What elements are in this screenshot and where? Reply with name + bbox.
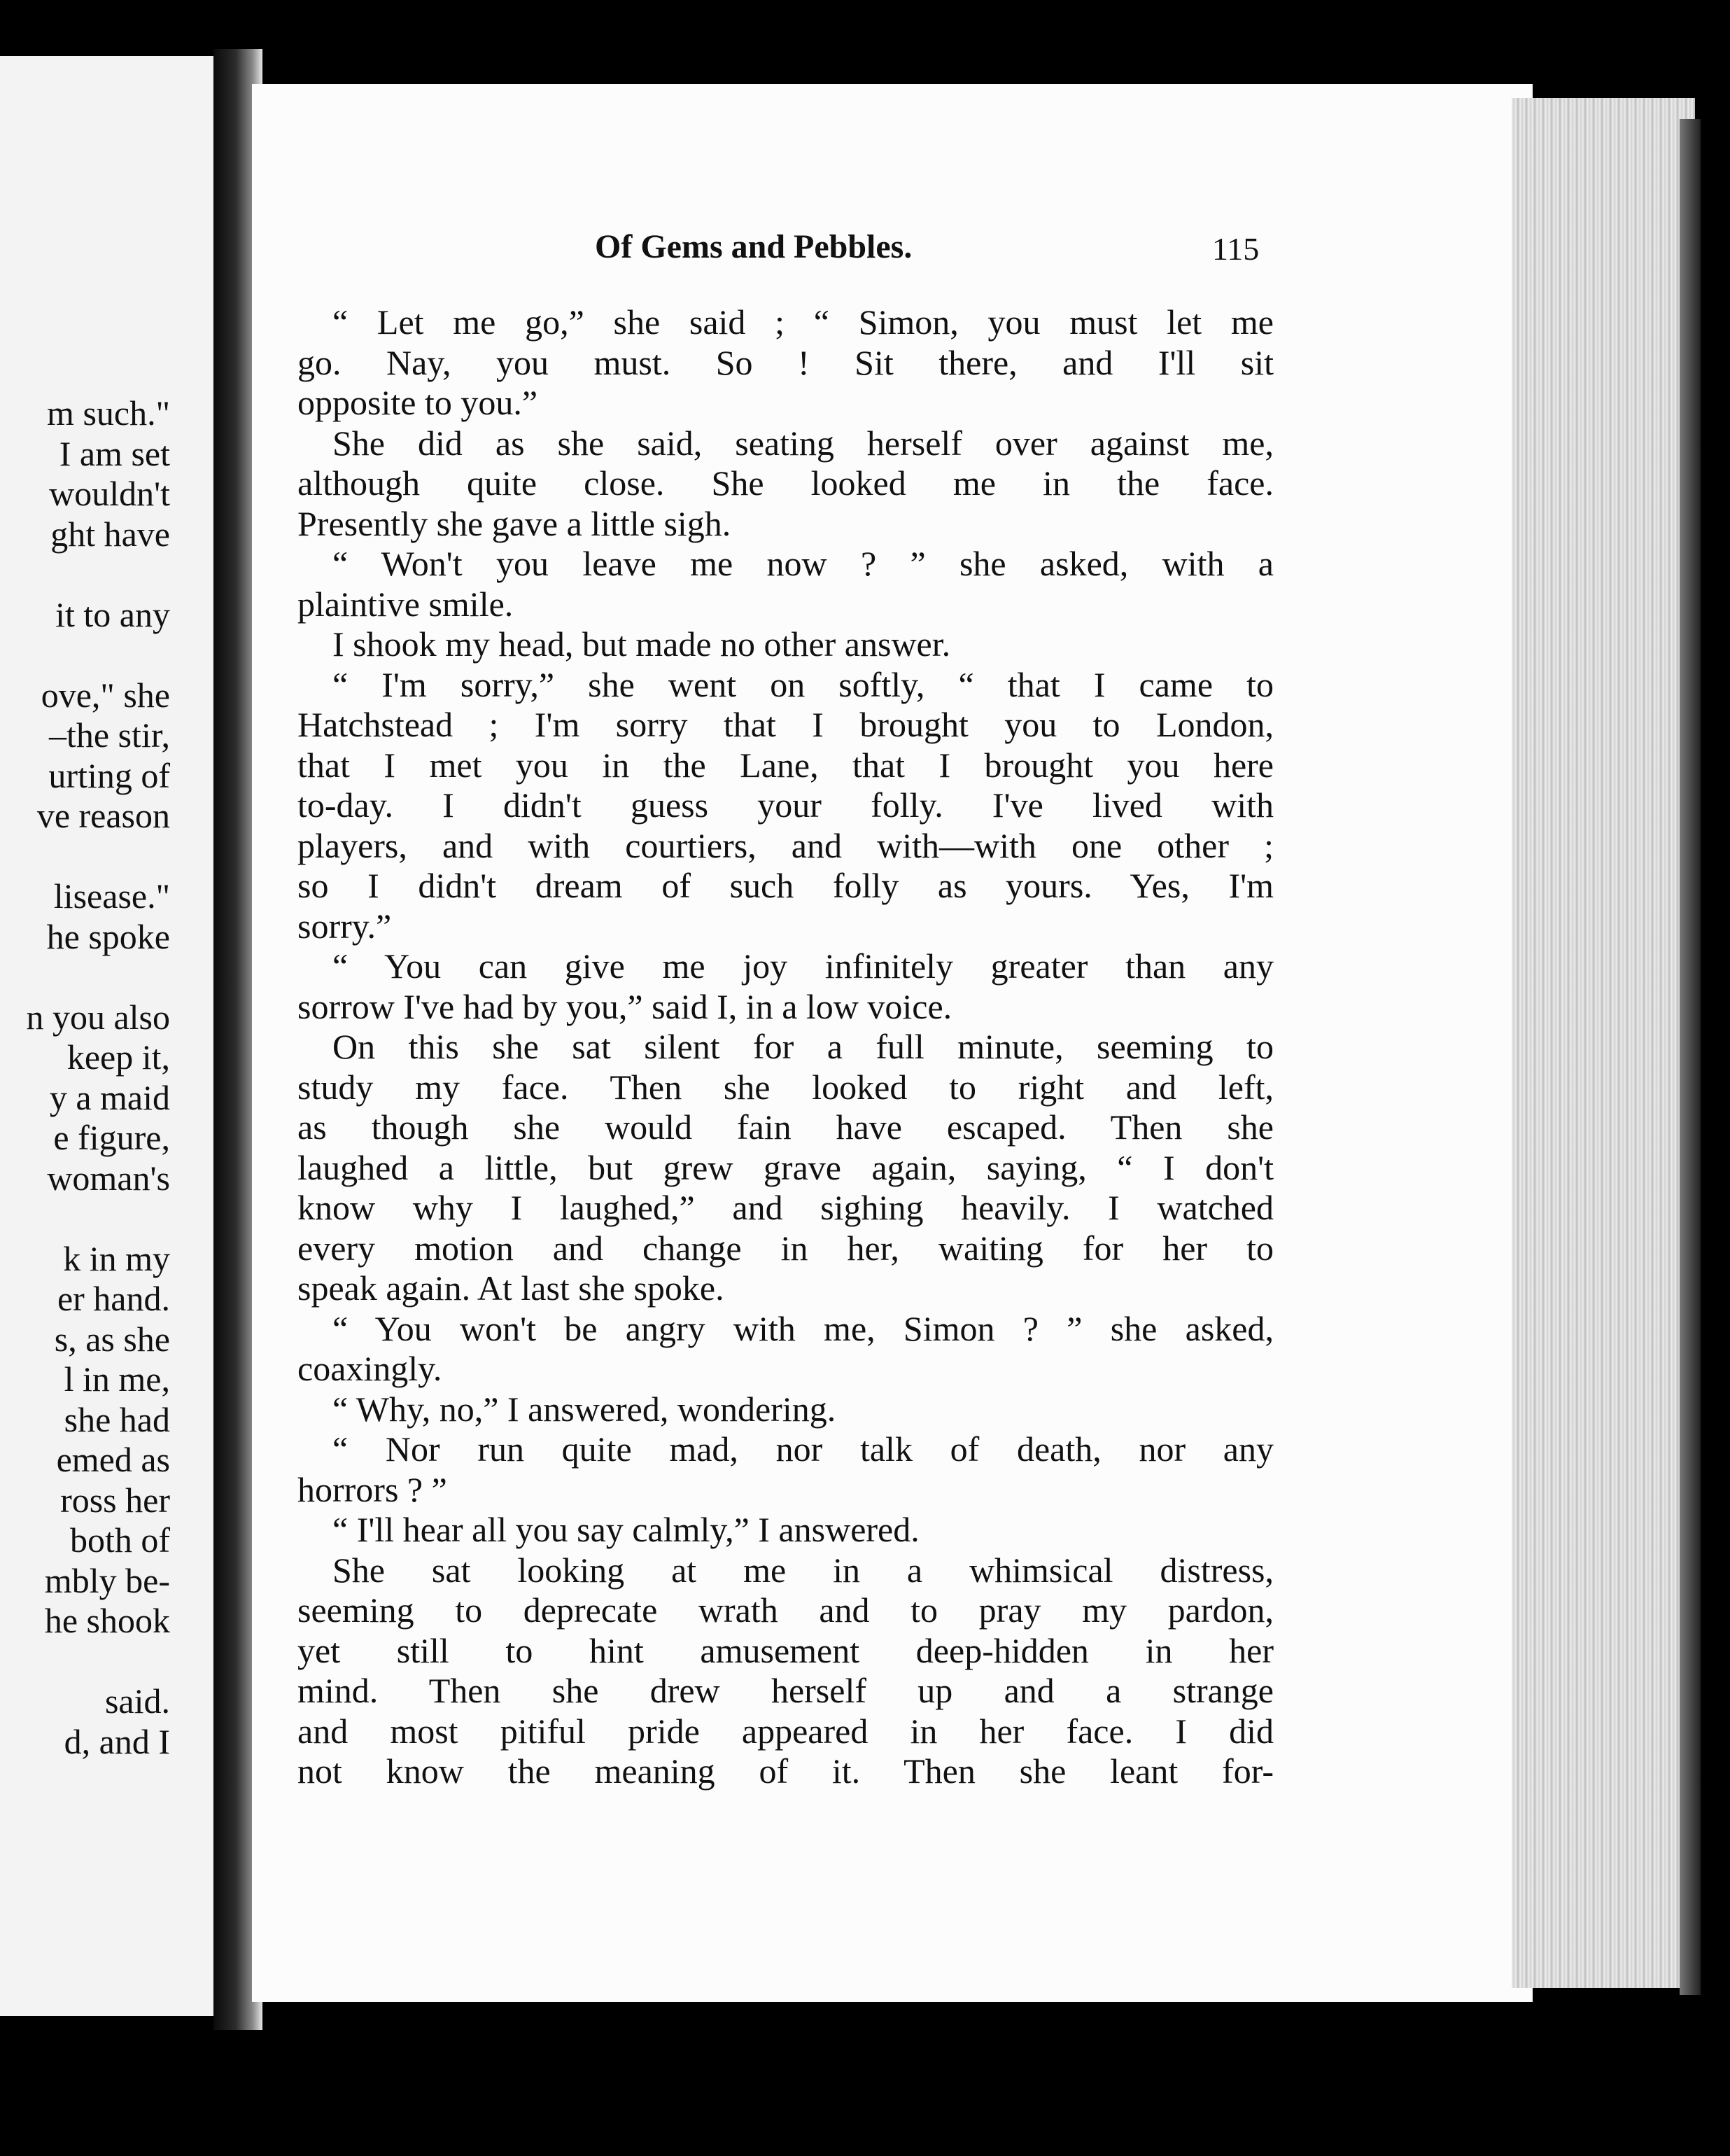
facing-page-line: d, and I — [64, 1721, 170, 1761]
facing-page-line — [0, 635, 170, 676]
text-line: sorrow I've had by you,” said I, in a low voice. — [297, 986, 952, 1026]
facing-page-line: s, as she — [54, 1319, 170, 1359]
text-line: On this she sat silent for a full minute, seeming to — [332, 1027, 1274, 1066]
facing-page-line: she had — [64, 1399, 170, 1439]
text-line: “ Won't you leave me now ? ” she asked, with a — [332, 544, 1274, 583]
facing-page-line: ve reason — [36, 796, 170, 835]
page-fore-edge — [1512, 98, 1695, 1988]
facing-page-line: er hand. — [57, 1279, 170, 1318]
text-line: and most pitiful pride appeared in her face. I did — [297, 1711, 1274, 1751]
facing-page-line — [0, 836, 170, 877]
text-line: not know the meaning of it. Then she leant for- — [297, 1751, 1274, 1791]
text-line: study my face. Then she looked to right and left, — [297, 1067, 1274, 1107]
facing-page-line: –the stir, — [49, 715, 170, 755]
facing-page-line: k in my — [63, 1238, 170, 1278]
facing-page-line: ove," she — [41, 675, 170, 715]
facing-page-line: ght have — [50, 514, 170, 554]
text-line: know why I laughed,” and sighing heavily. I watched — [297, 1188, 1274, 1227]
text-line: Hatchstead ; I'm sorry that I brought you to London, — [297, 705, 1274, 744]
text-line: She did as she said, seating herself over against me, — [332, 423, 1274, 463]
text-line: coaxingly. — [297, 1349, 442, 1388]
facing-page-line: e figure, — [53, 1118, 170, 1157]
facing-page-line — [0, 957, 170, 997]
facing-page-line: keep it, — [66, 1037, 170, 1077]
fore-edge-shadow — [1680, 119, 1701, 1995]
facing-page-text — [0, 393, 170, 1762]
facing-page-line — [0, 1642, 170, 1682]
facing-page-line: he spoke — [46, 916, 170, 956]
text-line: horrors ? ” — [297, 1469, 447, 1509]
facing-page-line: lisease." — [53, 876, 170, 916]
text-line: She sat looking at me in a whimsical distress, — [332, 1550, 1274, 1590]
text-line: “ You won't be angry with me, Simon ? ” she asked, — [332, 1308, 1274, 1348]
text-line: opposite to you.” — [297, 383, 538, 422]
text-line: Presently she gave a little sigh. — [297, 503, 731, 543]
facing-page-line: he shook — [44, 1601, 170, 1640]
facing-page-line — [0, 554, 170, 595]
text-line: to-day. I didn't guess your folly. I've lived with — [297, 785, 1274, 825]
text-line: “ Nor run quite mad, nor talk of death, nor any — [332, 1429, 1274, 1469]
text-line: sorry.” — [297, 906, 392, 946]
facing-page-line: I am set — [59, 433, 170, 473]
text-line: seeming to deprecate wrath and to pray my pardon, — [297, 1590, 1274, 1630]
text-line: as though she would fain have escaped. Then she — [297, 1107, 1274, 1147]
text-line: “ Why, no,” I answered, wondering. — [332, 1389, 836, 1429]
text-line: every motion and change in her, waiting for her to — [297, 1228, 1274, 1268]
facing-page-line: wouldn't — [49, 474, 170, 513]
text-line: “ You can give me joy infinitely greater than any — [332, 946, 1274, 986]
facing-page-line: n you also — [26, 997, 170, 1037]
facing-page-line: m such." — [47, 393, 170, 433]
text-line: I shook my head, but made no other answer. — [332, 624, 951, 664]
running-head: Of Gems and Pebbles. — [595, 228, 913, 265]
text-line: “ Let me go,” she said ; “ Simon, you must let me — [332, 302, 1274, 342]
facing-page-line: woman's — [47, 1158, 170, 1198]
text-line: mind. Then she drew herself up and a strange — [297, 1671, 1274, 1710]
facing-page-line: urting of — [48, 755, 170, 795]
text-line: yet still to hint amusement deep-hidden in her — [297, 1630, 1274, 1670]
facing-page-line: y a maid — [49, 1077, 170, 1117]
facing-page-line: said. — [104, 1681, 170, 1721]
facing-page-line: emed as — [56, 1440, 170, 1479]
page-header — [595, 227, 1295, 270]
text-line: plaintive smile. — [297, 584, 514, 624]
text-line: laughed a little, but grew grave again, saying, “ I don't — [297, 1147, 1274, 1187]
text-line: players, and with courtiers, and with—with one other ; — [297, 825, 1274, 865]
facing-page-line: both of — [69, 1520, 170, 1560]
facing-page-line: ross her — [60, 1480, 170, 1520]
text-line: although quite close. She looked me in the face. — [297, 463, 1274, 503]
facing-page-line: l in me, — [64, 1359, 170, 1399]
text-line: speak again. At last she spoke. — [297, 1268, 724, 1308]
text-line: go. Nay, you must. So ! Sit there, and I'll sit — [297, 342, 1274, 382]
body-text — [297, 302, 1274, 1792]
facing-page-line: it to any — [55, 594, 170, 634]
facing-page-line — [0, 1198, 170, 1239]
text-line: so I didn't dream of such folly as yours. Yes, I'm — [297, 866, 1274, 905]
facing-page-left — [0, 56, 213, 2016]
text-line: “ I'm sorry,” she went on softly, “ that I came to — [332, 664, 1274, 704]
facing-page-line: mbly be- — [44, 1560, 170, 1600]
text-line: that I met you in the Lane, that I brought you here — [297, 745, 1274, 785]
page-number: 115 — [1212, 231, 1260, 267]
text-line: “ I'll hear all you say calmly,” I answered. — [332, 1510, 920, 1549]
